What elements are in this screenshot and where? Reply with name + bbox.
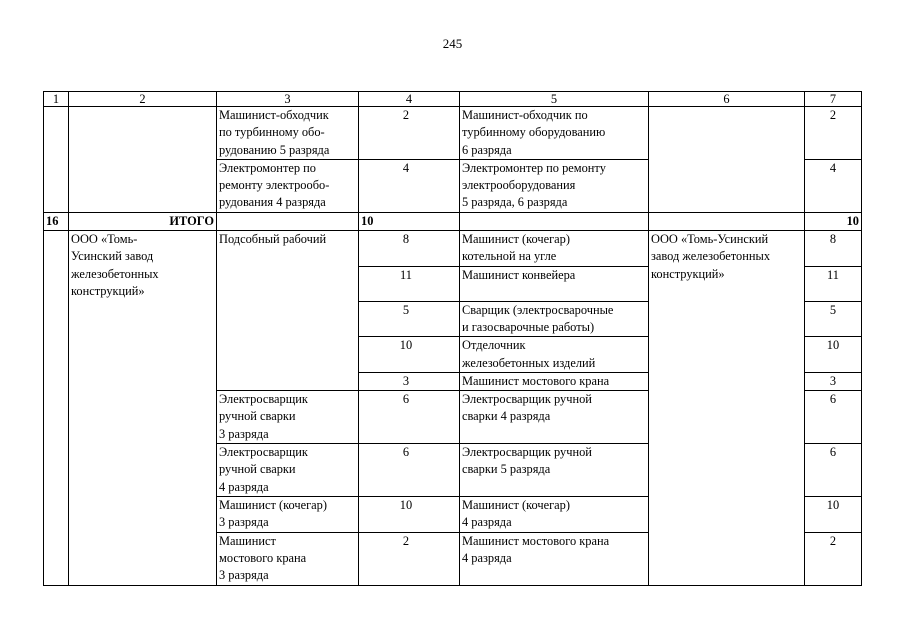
column-number: 5 [460,92,649,107]
column-number: 3 [217,92,359,107]
count-new: 6 [805,444,862,497]
position-current: Машинист-обходчик по турбинному обо- рудованию 5 разряда [217,107,359,160]
cell-empty [44,231,69,585]
count-new: 2 [805,107,862,160]
count-current: 8 [359,231,460,267]
position-new: Сварщик (электросварочные и газосварочные работы) [460,301,649,337]
row-number: 16 [44,212,69,230]
position-current: Подсобный рабочий [217,231,359,391]
count-current: 10 [359,337,460,373]
count-new: 8 [805,231,862,267]
position-current: Электросварщик ручной сварки 4 разряда [217,444,359,497]
total-label: ИТОГО [69,212,217,230]
total-current: 10 [359,212,460,230]
position-new: Машинист (кочегар) котельной на угле [460,231,649,267]
count-current: 10 [359,497,460,533]
position-current: Электромонтер по ремонту электрообо- рудования 4 разряда [217,159,359,212]
count-new: 3 [805,372,862,390]
column-number: 7 [805,92,862,107]
count-current: 6 [359,444,460,497]
count-new: 11 [805,266,862,301]
cell-empty [460,212,649,230]
column-number: 4 [359,92,460,107]
position-new: Электросварщик ручной сварки 4 разряда [460,391,649,444]
position-new: Электромонтер по ремонту электрооборудования 5 разряда, 6 разряда [460,159,649,212]
total-row [44,212,862,230]
count-current: 6 [359,391,460,444]
position-new: Машинист (кочегар) 4 разряда [460,497,649,533]
count-current: 2 [359,107,460,160]
count-new: 2 [805,532,862,585]
position-current: Электросварщик ручной сварки 3 разряда [217,391,359,444]
table-row [44,231,862,267]
organization-name: ООО «Томь- Усинский завод железобетонных конструкций» [69,231,217,585]
count-new: 6 [805,391,862,444]
count-new: 10 [805,337,862,373]
count-current: 4 [359,159,460,212]
page-number: 245 [442,36,463,51]
column-number: 2 [69,92,217,107]
count-current: 11 [359,266,460,301]
count-new: 5 [805,301,862,337]
organization-name: ООО «Томь-Усинский завод железобетонных конструкций» [649,231,805,585]
position-new: Машинист-обходчик по турбинному оборудованию 6 разряда [460,107,649,160]
position-new: Машинист мостового крана [460,372,649,390]
cell-empty [649,107,805,213]
total-new: 10 [805,212,862,230]
count-new: 10 [805,497,862,533]
position-new: Машинист мостового крана 4 разряда [460,532,649,585]
cell-empty [44,107,69,213]
column-number: 1 [44,92,69,107]
staff-table [43,91,862,586]
column-number-row [44,92,862,107]
column-number: 6 [649,92,805,107]
count-current: 3 [359,372,460,390]
position-current: Машинист мостового крана 3 разряда [217,532,359,585]
cell-empty [217,212,359,230]
count-current: 2 [359,532,460,585]
cell-empty [69,107,217,213]
count-new: 4 [805,159,862,212]
position-new: Электросварщик ручной сварки 5 разряда [460,444,649,497]
position-new: Машинист конвейера [460,266,649,301]
table-row [44,107,862,160]
cell-empty [649,212,805,230]
position-new: Отделочник железобетонных изделий [460,337,649,373]
position-current: Машинист (кочегар) 3 разряда [217,497,359,533]
count-current: 5 [359,301,460,337]
